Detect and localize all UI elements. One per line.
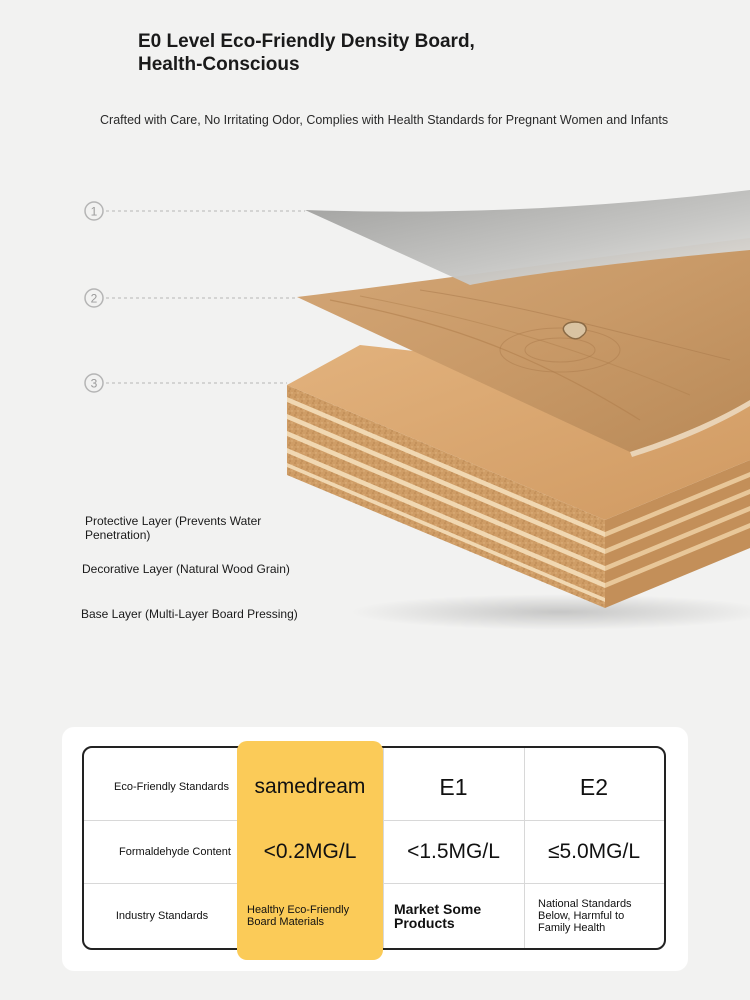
title-line-2: Health-Conscious bbox=[138, 54, 300, 75]
page-subtitle: Crafted with Care, No Irritating Odor, Complies with Health Standards for Pregnant Women and Infants bbox=[100, 113, 669, 127]
column-header-samedream: samedream bbox=[254, 775, 366, 798]
industry-e1: Market Some Products bbox=[394, 901, 482, 931]
layer-marker-1 bbox=[85, 202, 305, 220]
row-label-formaldehyde: Formaldehyde Content bbox=[119, 846, 231, 858]
layer-marker-2-number: 2 bbox=[90, 291, 98, 306]
formaldehyde-samedream: <0.2MG/L bbox=[263, 840, 357, 863]
industry-samedream: Healthy Eco-Friendly Board Materials bbox=[247, 904, 350, 928]
layer-label-decorative: Decorative Layer (Natural Wood Grain) bbox=[82, 562, 290, 576]
column-header-e2: E2 bbox=[579, 773, 609, 800]
layer-marker-1-number: 1 bbox=[90, 204, 98, 219]
layer-label-base: Base Layer (Multi-Layer Board Pressing) bbox=[81, 607, 298, 621]
row-label-eco-standards: Eco-Friendly Standards bbox=[114, 781, 229, 793]
page-title bbox=[138, 30, 475, 76]
board-shadow bbox=[350, 594, 750, 630]
title-line-1: E0 Level Eco-Friendly Density Board, bbox=[138, 31, 475, 52]
layer-marker-3 bbox=[85, 374, 287, 392]
layer-marker-3-number: 3 bbox=[90, 376, 98, 391]
layer-label-protective: Protective Layer (Prevents Water Penetration) bbox=[85, 514, 262, 542]
formaldehyde-e2: ≤5.0MG/L bbox=[547, 840, 641, 863]
column-header-e1: E1 bbox=[439, 773, 468, 800]
formaldehyde-e1: <1.5MG/L bbox=[407, 840, 500, 863]
industry-e2: National Standards Below, Harmful to Family Health bbox=[538, 898, 632, 934]
row-label-industry-standards: Industry Standards bbox=[115, 910, 209, 922]
layer-marker-2 bbox=[85, 289, 297, 307]
